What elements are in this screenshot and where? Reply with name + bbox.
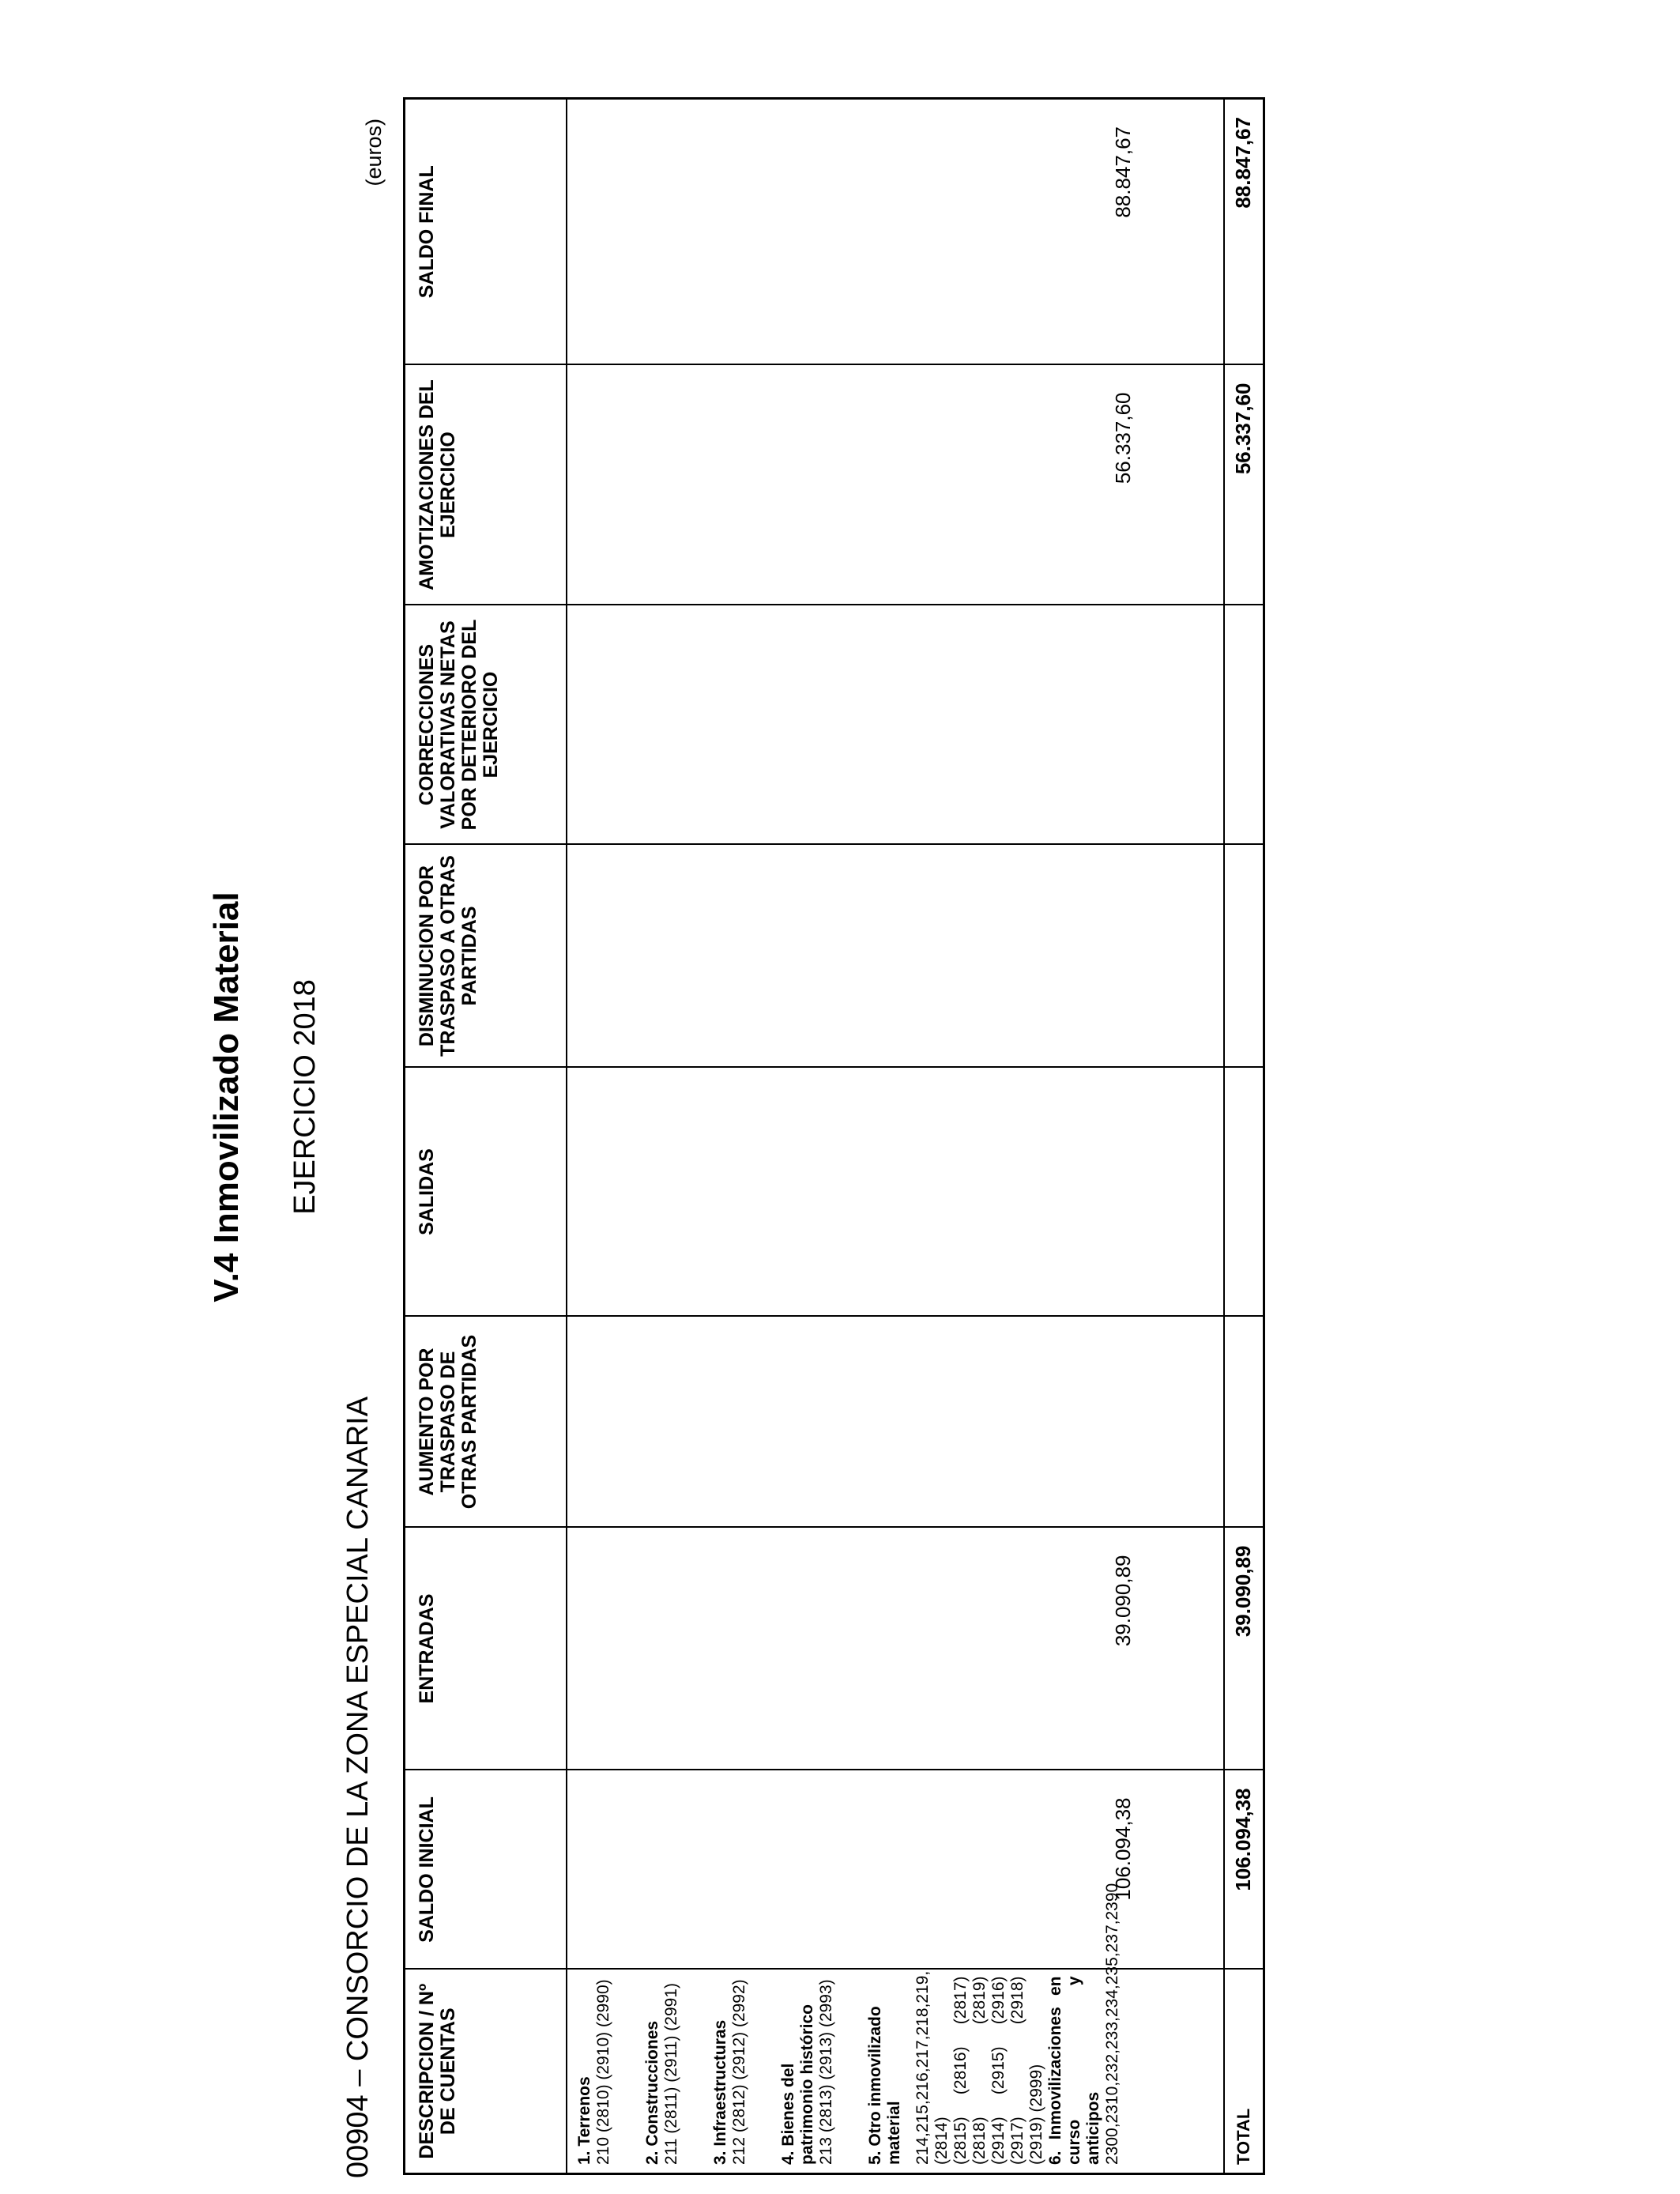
total-saldo-final: 88.847,67 <box>1224 99 1264 365</box>
entradas-cell <box>567 1528 1224 1770</box>
total-saldo-inicial: 106.094,38 <box>1224 1770 1264 1970</box>
col-header-salidas: SALIDAS <box>405 1068 567 1317</box>
total-row <box>1224 99 1264 2174</box>
col-header-saldo-inicial: SALDO INICIAL <box>405 1770 567 1970</box>
accounts-inmovilizaciones-curso: 2300,2310,232,233,234,235,237,2390 <box>1102 1883 1121 2165</box>
total-disminucion <box>1224 845 1264 1068</box>
col-header-aumento: AUMENTO POR TRASPASO DE OTRAS PARTIDAS <box>405 1317 567 1528</box>
exercise-year: EJERCICIO 2018 <box>288 979 322 1215</box>
entity-name: 00904 – CONSORCIO DE LA ZONA ESPECIAL CANARIA <box>341 1396 375 2178</box>
col-header-correcciones: CORRECCIONES VALORATIVAS NETAS POR DETERIORO DEL EJERCICIO <box>405 605 567 845</box>
fixed-assets-table <box>403 97 1265 2175</box>
total-salidas <box>1224 1068 1264 1317</box>
total-aumento <box>1224 1317 1264 1528</box>
group-otro-inmovilizado: 5. Otro inmovilizado material <box>865 2006 903 2165</box>
total-entradas: 39.090,89 <box>1224 1528 1264 1770</box>
salidas-cell <box>567 1068 1224 1317</box>
entradas-value: 39.090,89 <box>1110 1555 1135 1647</box>
accounts-line: (2815) (2816) (2817) (2818) (2819) <box>951 1976 989 2165</box>
col-header-description: DESCRIPCION / Nº DE CUENTAS <box>405 1970 567 2174</box>
group-line: anticipos <box>1083 2091 1102 2165</box>
total-amortizaciones: 56.337,60 <box>1224 365 1264 605</box>
col-header-amortizaciones: AMOTIZACIONES DEL EJERCICIO <box>405 365 567 605</box>
accounts-line: 214,215,216,217,218,219, (2814) <box>913 1970 951 2165</box>
saldo-inicial-value: 106.094,38 <box>1110 1797 1135 1901</box>
accounts-otro-inmovilizado <box>913 1970 1046 2166</box>
saldo-final-value: 88.847,67 <box>1110 126 1135 218</box>
table-body-row <box>567 99 1224 2174</box>
group-patrimonio-historico: 4. Bienes del patrimonio histórico <box>778 2004 816 2165</box>
col-header-entradas: ENTRADAS <box>405 1528 567 1770</box>
aumento-cell <box>567 1317 1224 1528</box>
total-correcciones <box>1224 605 1264 845</box>
accounts-patrimonio-historico: 213 (2813) (2913) (2993) <box>816 1979 835 2165</box>
disminucion-cell <box>567 845 1224 1068</box>
group-terrenos: 1. Terrenos <box>574 2076 593 2165</box>
accounts-line: (2914) (2915) (2916) (2917) (2918) <box>989 1976 1026 2165</box>
group-construcciones: 2. Construcciones <box>642 2020 661 2165</box>
correcciones-cell <box>567 605 1224 845</box>
group-inmovilizaciones-curso <box>1046 1977 1103 2166</box>
col-header-saldo-final: SALDO FINAL <box>405 99 567 365</box>
accounts-line: (2919) (2999) <box>1026 2064 1045 2165</box>
group-infraestructuras: 3. Infraestructuras <box>710 2019 729 2165</box>
total-label: TOTAL <box>1224 1970 1264 2174</box>
accounts-infraestructuras: 212 (2812) (2912) (2992) <box>729 1979 748 2165</box>
units-label: (euros) <box>362 119 386 187</box>
amortizaciones-value: 56.337,60 <box>1110 392 1135 484</box>
accounts-construcciones: 211 (2811) (2911) (2991) <box>661 1983 680 2165</box>
page-title: V.4 Inmovilizado Material <box>207 892 246 1302</box>
saldo-final-cell <box>567 99 1224 365</box>
group-line: 6. Inmovilizaciones en curso y <box>1045 1976 1083 2165</box>
description-cell <box>567 1883 1224 2174</box>
saldo-inicial-cell <box>567 1770 1224 1970</box>
amortizaciones-cell <box>567 365 1224 605</box>
table-header-row <box>405 99 567 2174</box>
accounts-terrenos: 210 (2810) (2910) (2990) <box>593 1979 612 2165</box>
col-header-disminucion: DISMINUCION POR TRASPASO A OTRAS PARTIDAS <box>405 845 567 1068</box>
